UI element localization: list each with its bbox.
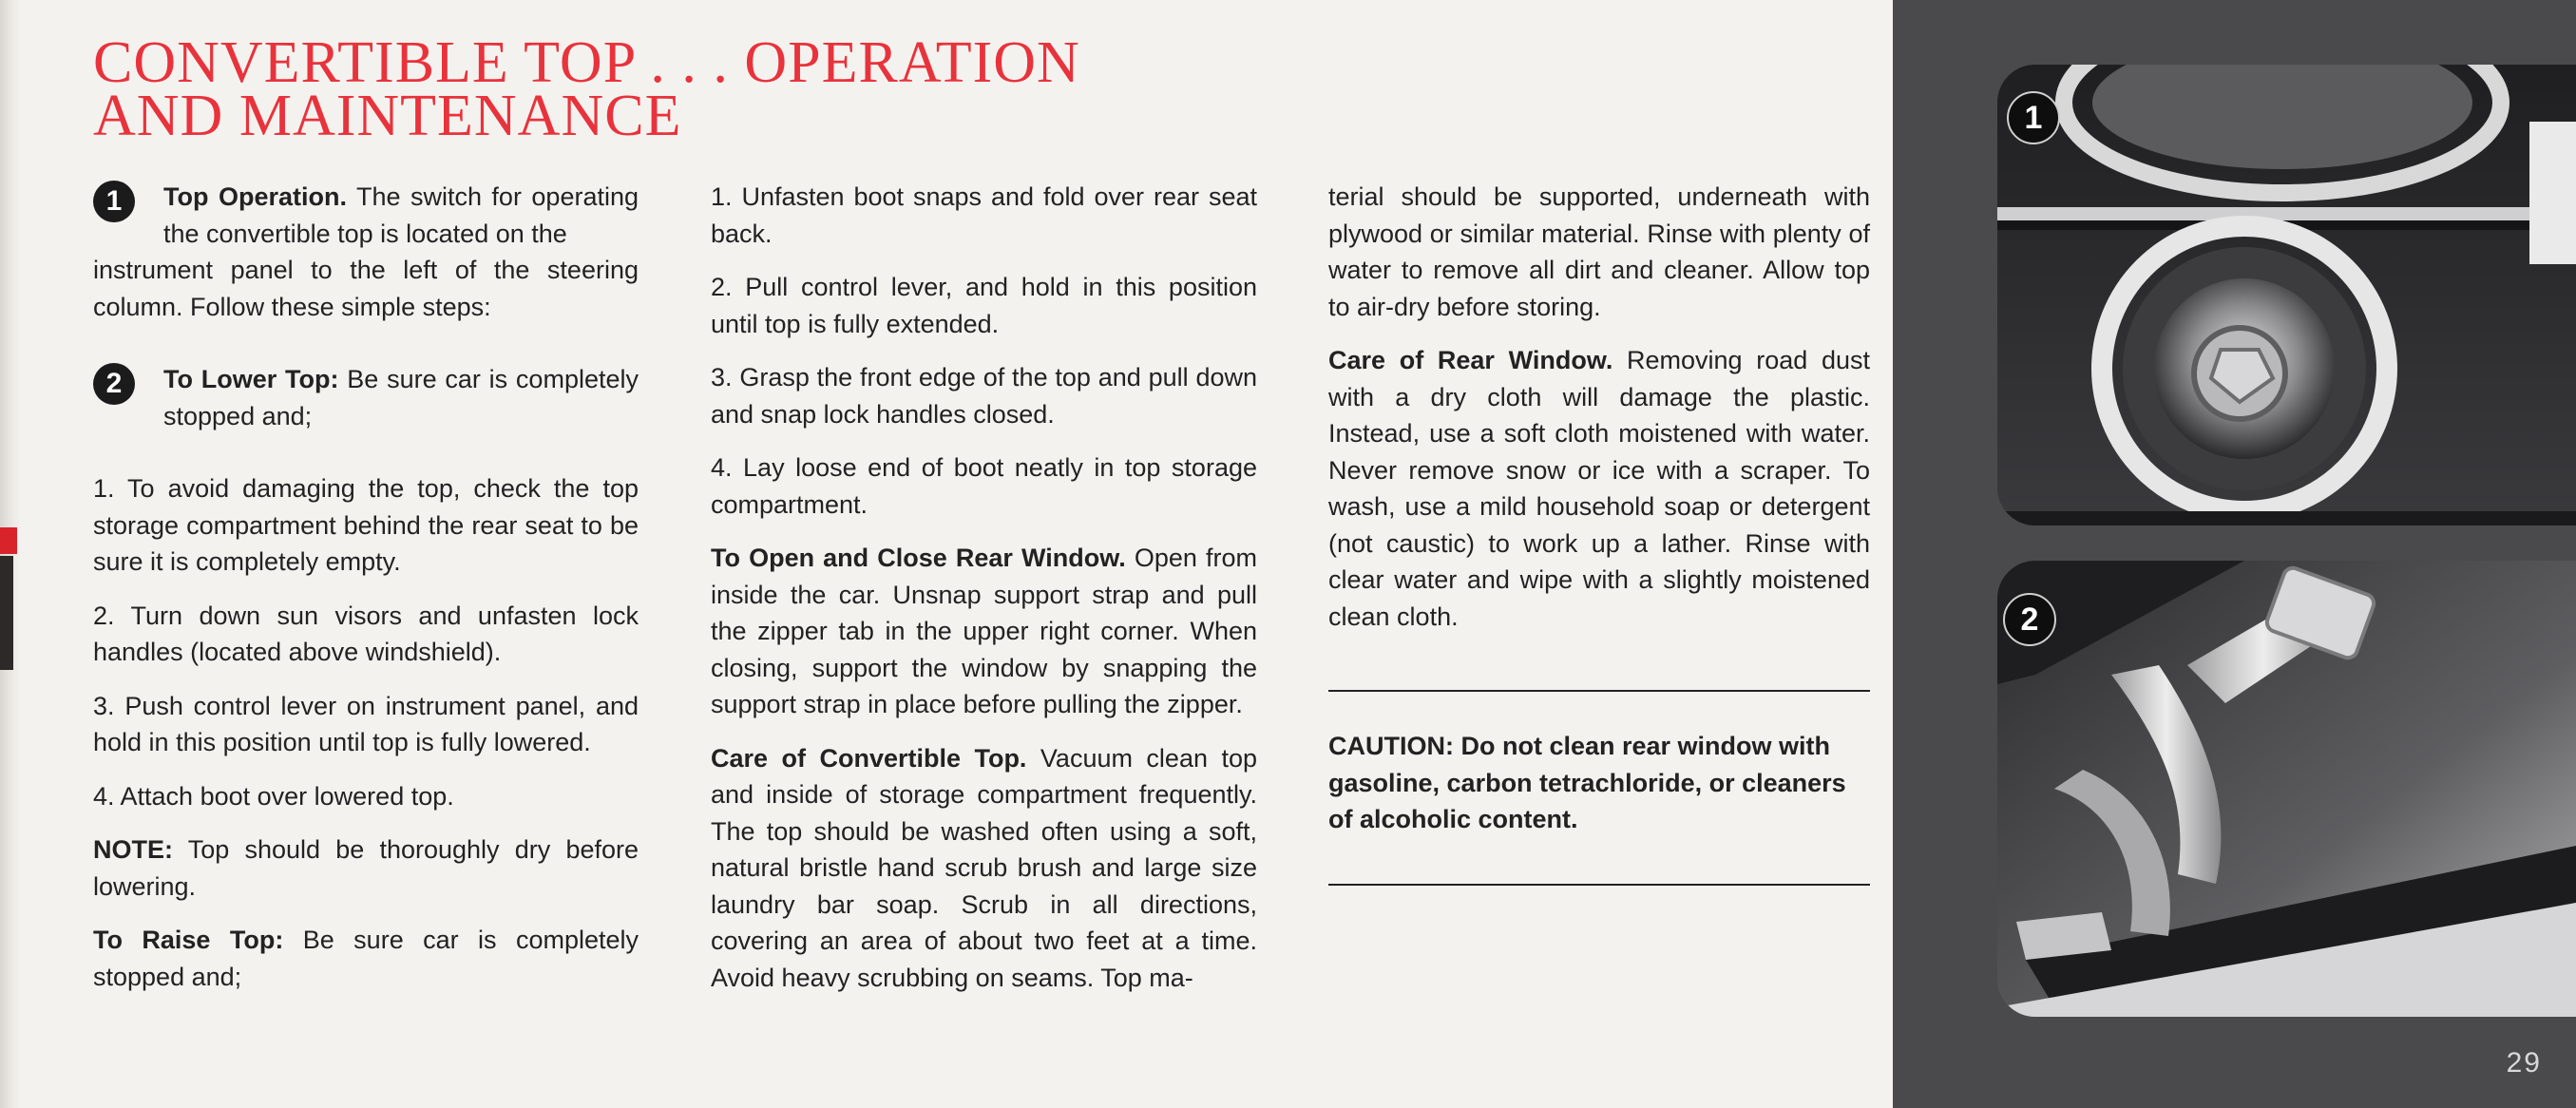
note-heading: NOTE: [93,835,173,864]
care-top-paragraph [711,740,1257,997]
control-knob-photo [1997,65,2576,525]
title-line-1: CONVERTIBLE TOP . . . OPERATION [93,30,1080,95]
rear-window-text: Open from inside the car. Unsnap support strap and pull the zipper tab in the upper right corner. When closing, support the window by snapping the support strap in place before pulling the zipper. [711,544,1257,718]
title-line-2: AND MAINTENANCE [93,84,682,148]
caution-text: CAUTION: Do not clean rear window with gasoline, carbon tetrachloride, or cleaners of alcoholic content. [1328,732,1846,833]
divider-bottom [1328,884,1870,886]
raise-top-paragraph [93,922,639,995]
step-badge-1: 1 [93,181,135,222]
top-operation-heading: Top Operation. [163,182,347,211]
raise-top-heading: To Raise Top: [93,926,284,954]
raise-step-3: 3. Grasp the front edge of the top and pull down and snap lock handles closed. [711,363,1257,429]
lower-top-text: Be sure car is completely stopped and; [163,365,639,430]
binding-tab-red [0,527,17,554]
top-operation-paragraph [93,179,639,325]
control-lever-illustration [1997,561,2576,1017]
care-window-paragraph [1328,342,1870,635]
lower-step-3: 3. Push control lever on instrument panel, and hold in this position until top is fully lowered. [93,691,639,756]
top-operation-text-rest: instrument panel to the left of the steering column. Follow these simple steps: [93,256,639,321]
care-top-continued: terial should be supported, underneath with plywood or similar material. Rinse with plenty of water to remove all dirt and cleaner. Allow top to air-dry before storing. [1328,182,1870,321]
lower-top-paragraph [93,361,639,434]
lower-step-4: 4. Attach boot over lowered top. [93,781,454,811]
lower-step-1: 1. To avoid damaging the top, check the top storage compartment behind the rear seat to be sure it is completely empty. [93,474,639,576]
rear-window-heading: To Open and Close Rear Window. [711,544,1126,572]
control-lever-photo [1997,561,2576,1017]
text-column-2 [711,179,1257,1013]
care-window-text: Removing road dust with a dry cloth will damage the plastic. Instead, use a soft cloth moistened with water. Never remove snow or ice with a scraper. To wash, use a mild household soap or detergent (not caustic) to work up a lather. Rinse with clear water and wipe with a slightly moistened clean cloth. [1328,346,1870,631]
lower-step-2: 2. Turn down sun visors and unfasten lock handles (located above windshield). [93,601,639,666]
photo-badge-1: 1 [2007,91,2060,144]
control-knob-illustration [1997,65,2576,525]
step-badge-2: 2 [93,363,135,405]
note-paragraph [93,831,639,905]
text-column-1 [93,179,639,1012]
page-number: 29 [2506,1047,2542,1079]
divider-top [1328,690,1870,692]
raise-step-4: 4. Lay loose end of boot neatly in top storage compartment. [711,453,1257,519]
raise-top-text: Be sure car is completely stopped and; [93,926,639,991]
photo-panel [1893,0,2576,1108]
raise-step-2: 2. Pull control lever, and hold in this position until top is fully extended. [711,273,1257,338]
top-operation-text-first: The switch for operating the convertible top is located on the [163,182,639,248]
raise-step-1: 1. Unfasten boot snaps and fold over rear seat back. [711,182,1257,248]
text-column-3 [1328,179,1870,886]
page-title [93,30,1328,148]
binding-tab-dark [0,556,13,670]
rear-window-paragraph [711,540,1257,723]
binding-edge [0,0,21,1108]
photo-badge-2: 2 [2003,593,2056,646]
care-top-heading: Care of Convertible Top. [711,743,1027,773]
note-text: Top should be thoroughly dry before lowering. [93,835,639,901]
care-top-text: Vacuum clean top and inside of storage compartment frequently. The top should be washed often using a soft, natural bristle hand scrub brush and large size laundry bar soap. Scrub in all directions, covering an area of about two feet at a time. Avoid heavy scrubbing on seams. Top ma- [711,743,1257,992]
lower-top-heading: To Lower Top: [163,365,339,393]
care-window-heading: Care of Rear Window. [1328,346,1613,374]
